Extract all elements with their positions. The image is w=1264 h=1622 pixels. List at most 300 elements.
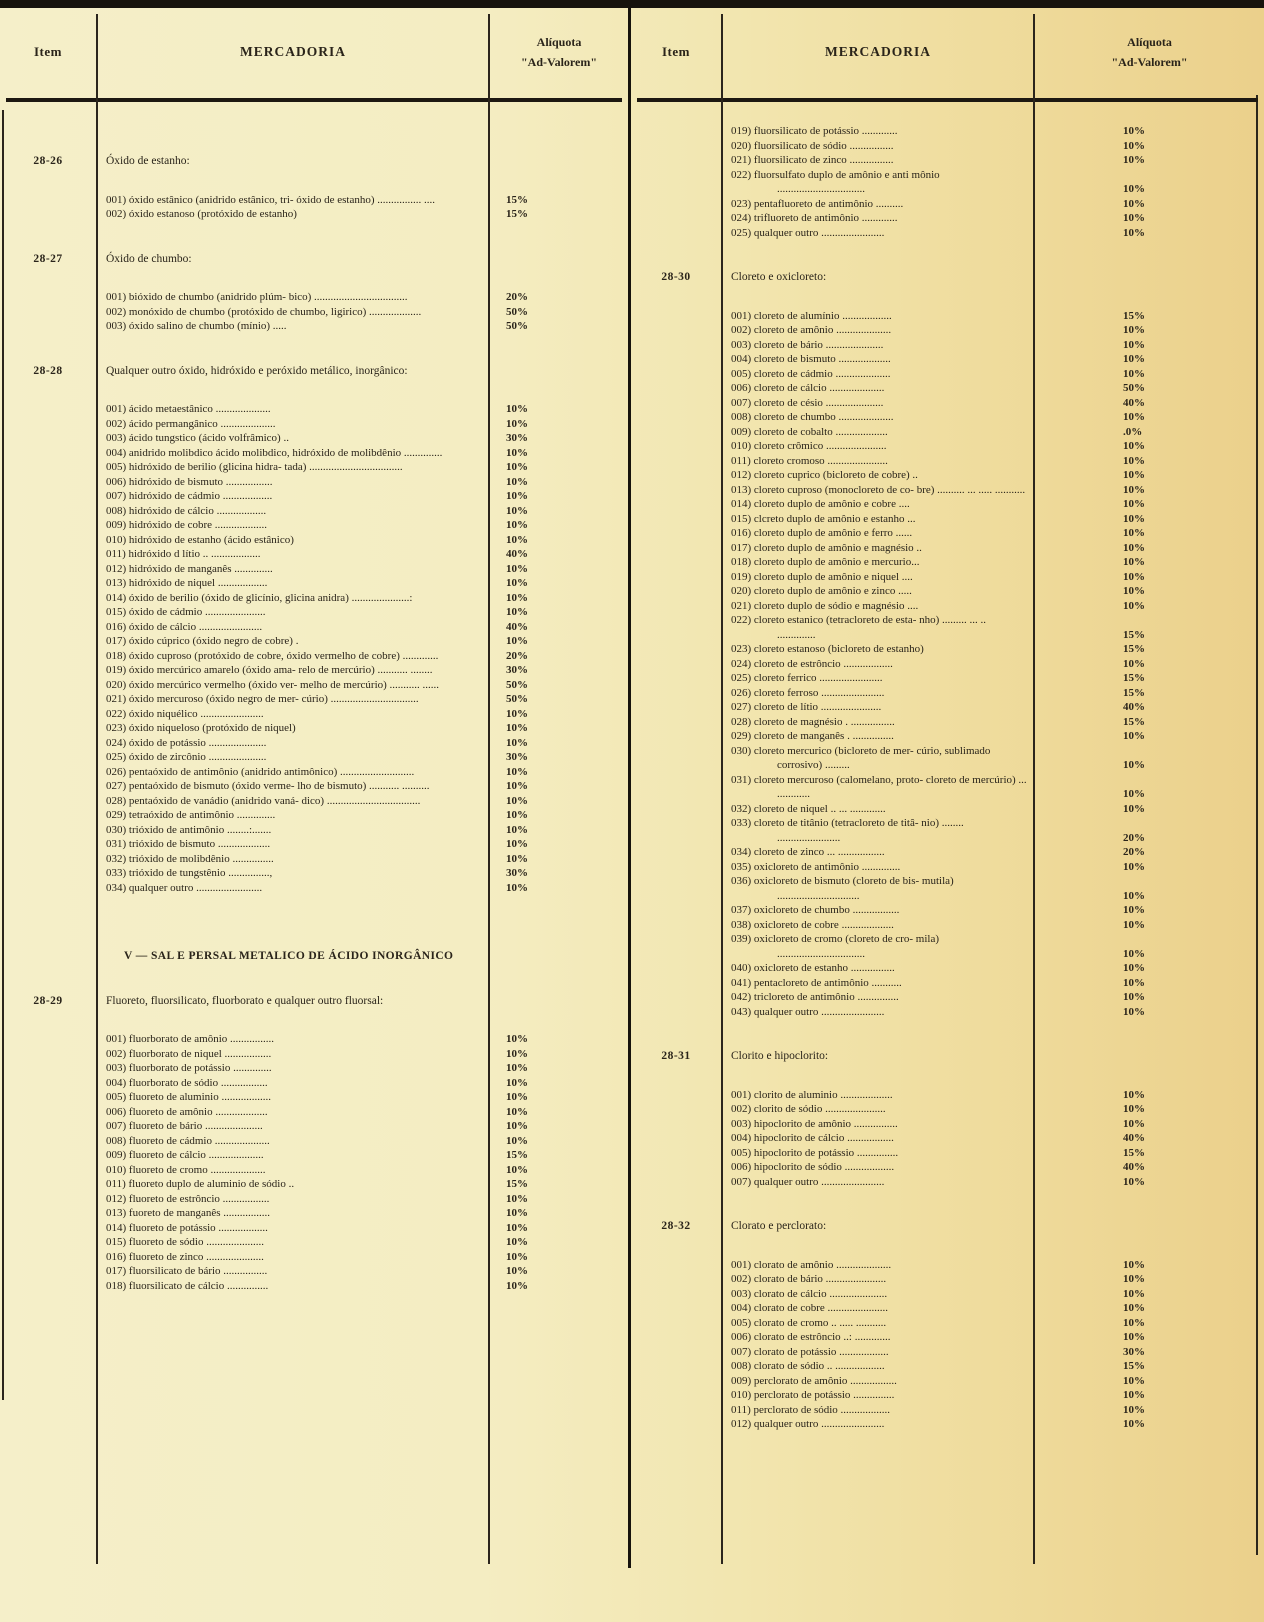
table-row [721,1417,1264,1432]
table-row [96,1250,628,1265]
table-row [96,1264,628,1279]
row-description: 009) fluoreto de cálcio .................... [106,1149,264,1161]
row-description: 005) hipoclorito de potássio ............... [731,1146,899,1159]
row-rate: 10% [506,635,528,647]
table-row [96,1134,628,1149]
row-description: 013) fuoreto de manganês ................. [106,1207,271,1219]
row-description: 022) óxido niquélico ....................... [106,707,264,720]
table-row [721,396,1264,411]
row-description: 005) clorato de cromo .. ..... ........... [731,1316,887,1329]
row-rate: 10% [1123,1302,1145,1314]
row-description: 015) clcreto duplo de amônio e estanho ... [731,512,916,525]
row-rate: 50% [506,678,528,691]
row-rate: 10% [506,446,528,459]
section-title: Clorito e hipoclorito: [731,1050,829,1062]
row-rate: 10% [506,809,528,821]
row-description: 016) cloreto duplo de amônio e ferro ...... [731,527,913,539]
page-top-rule [0,0,1264,8]
item-code [631,124,721,240]
row-description: 001) ácido metaestânico .................... [106,403,271,415]
row-rate: 20% [506,649,528,662]
row-rate: 10% [1123,411,1145,423]
row-rate: 10% [506,838,528,850]
row-rate: 10% [506,765,528,778]
table-row [96,823,628,838]
row-rate: 10% [1123,1403,1145,1416]
table-row [721,671,1264,686]
table-row [96,576,628,591]
table-row [96,837,628,852]
row-rate: 50% [1123,382,1145,394]
table-row [96,1206,628,1221]
row-description: 009) perclorato de amônio ................. [731,1374,897,1387]
row-rate: 10% [1123,976,1145,989]
row-description: 006) clorato de estrôncio ..: ............. [731,1331,891,1343]
row-description: 033) cloreto de titânio (tetracloreto de titâ- nio) ........ ....................... [731,817,964,844]
row-description: 017) fluorsilicato de bário ................ [106,1265,268,1277]
row-description: 010) cloreto crômico ...................... [731,440,887,452]
section-rows [96,1032,628,1293]
table-row [96,489,628,504]
row-description: 035) oxicloreto de antimônio .............. [731,860,901,873]
table-row [721,744,1264,773]
tariff-section [631,1219,1264,1432]
row-rate: 10% [1123,454,1145,467]
table-row [721,124,1264,139]
table-row [96,678,628,693]
row-description: 032) trióxido de molibdênio ............... [106,852,274,865]
row-rate: 10% [1123,947,1145,960]
row-description: 036) oxicloreto de bismuto (cloreto de bis- mutila) .............................. [731,875,954,902]
row-description: 028) pentaóxido de vanádio (anidrido vaná- dico) .................................. [106,794,421,807]
row-description: 001) óxido estânico (anidrido estânico, tri- óxido de estanho) ................ .... [106,193,436,206]
row-rate: 10% [1123,183,1145,195]
item-code: 28-29 [33,994,63,1007]
table-row [721,700,1264,715]
row-rate: 10% [1123,1389,1145,1401]
table-row [721,918,1264,933]
row-rate: 10% [506,1033,528,1045]
item-code: 28-27 [33,252,63,265]
col-header-item: Item [662,44,690,59]
row-description: 019) cloreto duplo de amônio e niquel .... [731,570,913,583]
section-rows [96,402,628,895]
table-row [721,139,1264,154]
table-row [96,562,628,577]
row-rate: 10% [1123,962,1145,974]
row-description: 025) qualquer outro ....................... [731,226,885,239]
table-row [96,1177,628,1192]
row-description: 021) cloreto duplo de sódio e magnésio .... [731,599,919,612]
row-description: 004) clorato de cobre ...................... [731,1302,889,1314]
table-row [96,402,628,417]
row-description: 005) fluoreto de aluminio .................. [106,1091,271,1103]
table-row [721,773,1264,802]
row-description: 001) clorito de aluminio ................... [731,1088,893,1101]
table-row [96,1090,628,1105]
row-rate: 10% [506,606,528,618]
row-description: 018) óxido cuproso (protóxido de cobre, óxido vermelho de cobre) ............. [106,649,439,662]
table-row [721,1330,1264,1345]
row-rate: 10% [1123,226,1145,239]
tariff-section [631,124,1264,240]
row-description: 007) hidróxido de cádmio .................. [106,490,273,502]
row-rate: 10% [1123,338,1145,351]
row-description: 031) cloreto mercuroso (calomelano, proto- cloreto de mercúrio) ... ............ [731,773,1027,800]
table-row [96,707,628,722]
row-rate: 15% [506,208,528,220]
table-row [721,1374,1264,1389]
table-row [721,410,1264,425]
row-rate: 10% [506,1192,528,1205]
row-rate: 15% [506,1149,528,1161]
table-row [721,570,1264,585]
table-row [96,1047,628,1062]
row-rate: 10% [506,1076,528,1089]
row-rate: 10% [506,1091,528,1103]
table-row [96,1119,628,1134]
row-rate: 10% [506,1105,528,1118]
row-description: 042) tricloreto de antimônio ............... [731,991,899,1003]
row-rate: 10% [1123,367,1145,380]
row-rate: 15% [1123,628,1145,641]
row-rate: 15% [1123,1360,1145,1372]
row-rate: 40% [506,548,528,560]
table-row [96,1076,628,1091]
row-rate: 30% [506,867,528,879]
section-title: Óxido de estanho: [106,155,190,167]
row-description: 032) cloreto de niquel .. ... ............. [731,802,886,815]
row-description: 016) fluoreto de zinco ..................... [106,1250,264,1263]
row-rate: 10% [506,1279,528,1292]
row-description: 001) clorato de amônio .................... [731,1258,892,1271]
row-description: 031) trióxido de bismuto ................... [106,838,271,850]
table-row [721,1146,1264,1161]
row-description: 003) ácido tungstico (ácido volfrâmico) .. [106,432,289,444]
row-description: 013) hidróxido de niquel .................. [106,577,268,589]
row-description: 043) qualquer outro ....................... [731,1005,885,1018]
row-description: 004) anidrido molibdico ácido molibdico, hidróxido de molibdênio .............. [106,446,443,459]
col-header-aliquota [1035,32,1264,72]
row-rate: 10% [1123,860,1145,873]
row-description: 006) hidróxido de bismuto ................. [106,475,273,488]
table-row [721,584,1264,599]
row-rate: 10% [1123,197,1145,210]
row-rate: 40% [1123,396,1145,409]
row-description: 008) fluoreto de cádmio .................... [106,1134,270,1147]
row-rate: 10% [1123,1258,1145,1271]
table-row [96,431,628,446]
table-header-right [631,8,1264,96]
row-description: 007) qualquer outro ....................... [731,1175,885,1188]
row-rate: 10% [506,577,528,589]
row-description: 005) hidróxido de berilio (glicina hidra- tada) .................................. [106,461,403,473]
table-row [721,323,1264,338]
table-row [96,765,628,780]
item-code: 28-30 [661,271,691,283]
row-description: 019) fluorsilicato de potássio ............. [731,125,898,137]
row-rate: 15% [506,193,528,206]
row-description: 014) cloreto duplo de amônio e cobre .... [731,498,910,510]
row-rate: 15% [1123,715,1145,728]
row-description: 003) cloreto de bário ..................... [731,338,884,351]
tariff-table-right [631,8,1264,1622]
table-row [721,686,1264,701]
row-rate: 15% [506,1178,528,1190]
row-rate: 10% [1123,469,1145,481]
table-row [96,1148,628,1163]
ad-valorem-label: "Ad-Valorem" [1111,55,1188,69]
row-rate: 10% [1123,483,1145,496]
row-description: 002) clorato de bário ...................... [731,1273,887,1285]
table-row [96,1163,628,1178]
section-content [721,124,1264,240]
row-description: 003) óxido salino de chumbo (mínio) ..... [106,320,287,332]
table-row [96,319,628,334]
tariff-section [0,994,628,1294]
row-rate: 10% [1123,1117,1145,1130]
row-description: 026) pentaóxido de antimônio (anidrido antimônico) ........................... [106,765,415,778]
row-description: 039) oxicloreto de cromo (cloreto de cro- mila) ................................ [731,933,940,960]
item-code: 28-28 [33,364,63,377]
row-description: 026) cloreto ferroso ....................... [731,686,885,699]
row-rate: 10% [1123,1287,1145,1300]
tariff-section [0,364,628,896]
row-description: 002) óxido estanoso (protóxido de estanho) [106,208,297,220]
table-row [96,692,628,707]
row-description: 029) cloreto de manganês . ............... [731,730,894,742]
row-rate: 20% [1123,846,1145,858]
row-rate: 10% [506,461,528,473]
table-row [721,1301,1264,1316]
row-rate: 15% [1123,643,1145,655]
row-description: 038) oxicloreto de cobre ................... [731,918,894,931]
row-description: 028) cloreto de magnésio . ................ [731,715,895,728]
table-row [96,446,628,461]
row-rate: 10% [506,1062,528,1074]
section-title: Clorato e perclorato: [731,1220,827,1232]
row-rate: 10% [506,707,528,720]
row-rate: 10% [1123,889,1145,902]
table-row [721,1316,1264,1331]
table-row [721,976,1264,991]
table-row [721,1131,1264,1146]
row-rate: 10% [506,1047,528,1060]
table-row [96,750,628,765]
row-rate: 10% [1123,1088,1145,1101]
table-row [721,845,1264,860]
table-row [96,547,628,562]
table-row [721,1102,1264,1117]
row-description: 023) óxido niqueloso (protóxido de niquel) [106,722,296,734]
table-row [721,729,1264,744]
table-row [721,153,1264,168]
row-description: 027) pentaóxido de bismuto (óxido verme- lho de bismuto) ........... .......... [106,780,430,792]
row-rate: 10% [1123,730,1145,742]
section-title: Cloreto e oxicloreto: [731,271,827,283]
row-rate: 10% [1123,440,1145,452]
row-rate: 10% [1123,125,1145,137]
table-row [96,1105,628,1120]
row-rate: 10% [506,504,528,517]
table-row [721,1258,1264,1273]
table-row [96,634,628,649]
row-description: 011) hidróxido d lítio .. .................. [106,548,261,560]
row-description: 030) trióxido de antimônio ........:....... [106,823,272,836]
table-row [96,620,628,635]
table-row [721,541,1264,556]
row-description: 040) oxicloreto de estanho ................ [731,962,895,974]
section-rows [721,1258,1264,1432]
tariff-section [631,1049,1264,1189]
row-description: 007) clorato de potássio .................. [731,1345,889,1358]
table-row [721,816,1264,845]
row-description: 006) fluoreto de amônio ................... [106,1105,268,1118]
table-row [96,605,628,620]
row-rate: 15% [1123,1146,1145,1159]
row-rate: 10% [506,852,528,865]
table-row [721,309,1264,324]
table-row [721,211,1264,226]
row-rate: .0% [1123,425,1143,438]
row-description: 025) óxido de zircônio ..................... [106,751,267,763]
row-description: 015) fluoreto de sódio ..................... [106,1236,264,1248]
row-rate: 10% [1123,512,1145,525]
row-description: 004) fluorborato de sódio ................. [106,1076,268,1089]
row-description: 029) tetraóxido de antimônio .............. [106,809,276,821]
section-content [96,252,628,334]
table-row [721,352,1264,367]
row-description: 002) cloreto de amônio .................... [731,324,892,336]
row-rate: 10% [506,403,528,415]
row-description: 001) cloreto de alumínio .................. [731,309,892,322]
col-header-mercadoria: MERCADORIA [240,44,346,59]
row-rate: 10% [506,722,528,734]
table-row [96,852,628,867]
row-description: 003) hipoclorito de amônio ................ [731,1117,898,1130]
row-rate: 10% [1123,1103,1145,1115]
tariff-table-left [0,8,628,1622]
row-description: 020) fluorsilicato de sódio ................ [731,139,894,152]
table-row [721,961,1264,976]
row-rate: 10% [1123,1374,1145,1387]
row-description: 010) perclorato de potássio ............... [731,1389,895,1401]
row-rate: 10% [1123,904,1145,916]
row-description: 009) cloreto de cobalto ................... [731,425,888,438]
table-row [96,1032,628,1047]
table-row [721,599,1264,614]
row-rate: 30% [506,432,528,444]
row-rate: 20% [506,291,528,303]
aliquota-label: Alíquota [536,35,582,49]
row-rate: 10% [506,1221,528,1234]
table-row [721,874,1264,903]
table-row [721,512,1264,527]
row-description: 041) pentacloreto de antimônio ........... [731,976,902,989]
table-row [96,518,628,533]
table-row [96,504,628,519]
row-description: 009) hidróxido de cobre ................... [106,519,267,531]
table-row [96,475,628,490]
table-body-right [631,102,1264,1432]
row-description: 014) óxido de berilio (óxido de glicínio, glicina anidra) .....................: [106,591,413,604]
table-row [96,1279,628,1294]
ad-valorem-label: "Ad-Valorem" [521,55,597,69]
row-description: 016) óxido de cálcio ....................... [106,620,263,633]
section-rows [96,290,628,334]
row-description: 002) clorito de sódio ...................... [731,1103,886,1115]
row-description: 018) fluorsilicato de cálcio ............... [106,1279,269,1292]
table-row [96,649,628,664]
table-row [96,721,628,736]
table-row [721,932,1264,961]
row-description: 033) trióxido de tungstênio ..............., [106,867,273,879]
table-row [721,657,1264,672]
table-row [721,1359,1264,1374]
table-row [721,1403,1264,1418]
row-description: 015) óxido de cádmio ...................... [106,606,266,618]
table-row [721,468,1264,483]
row-description: 007) cloreto de césio ..................... [731,396,884,409]
table-row [96,1221,628,1236]
row-description: 008) clorato de sódio .. .................. [731,1360,885,1372]
row-description: 011) cloreto cromoso ...................... [731,454,888,467]
row-rate: 10% [1123,556,1145,568]
table-row [96,1192,628,1207]
row-description: 020) cloreto duplo de amônio e zinco ..... [731,585,912,597]
row-rate: 10% [506,490,528,502]
table-row [96,290,628,305]
table-row [721,1175,1264,1190]
col-header-aliquota [490,32,628,72]
row-description: 012) fluoreto de estrôncio ................. [106,1192,270,1205]
row-description: 012) cloreto cuprico (bicloreto de cobre) .. [731,469,918,481]
row-description: 034) qualquer outro ........................ [106,881,263,894]
table-row [96,1235,628,1250]
row-description: 024) trifluoreto de antimônio ............. [731,212,898,224]
row-rate: 50% [506,693,528,705]
col-header-item: Item [34,44,62,59]
row-rate: 10% [506,823,528,836]
row-description: 012) qualquer outro ....................... [731,1418,885,1430]
row-rate: 10% [1123,599,1145,612]
table-row [721,715,1264,730]
table-row [96,193,628,208]
row-description: 010) fluoreto de cromo .................... [106,1163,266,1176]
section-content [96,364,628,896]
subpart-heading-section [0,949,628,964]
table-row [721,439,1264,454]
row-description: 022) cloreto estanico (tetracloreto de esta- nho) ......... ... .. .............. [731,614,987,641]
row-rate: 10% [1123,1331,1145,1343]
table-row [721,802,1264,817]
row-description: 006) cloreto de cálcio .................... [731,382,885,394]
row-rate: 10% [506,780,528,792]
row-rate: 10% [506,562,528,575]
row-rate: 15% [1123,672,1145,684]
table-row [721,168,1264,197]
row-rate: 20% [1123,831,1145,844]
row-rate: 10% [506,417,528,430]
row-description: 002) ácido permangânico .................... [106,417,276,430]
table-row [721,642,1264,657]
table-row [721,1117,1264,1132]
table-row [721,454,1264,469]
table-row [721,367,1264,382]
row-rate: 10% [506,1250,528,1263]
section-title: Fluoreto, fluorsilicato, fluorborato e qualquer outro fluorsal: [106,994,384,1007]
section-content [96,949,628,964]
